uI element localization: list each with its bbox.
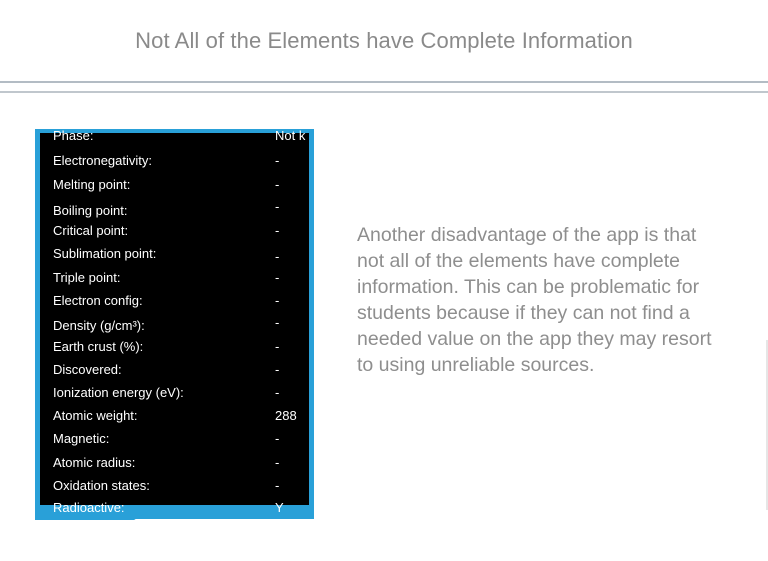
- property-label: Electron config:: [53, 293, 143, 308]
- property-row-boiling-point: [40, 199, 309, 221]
- property-label: Discovered:: [53, 362, 122, 377]
- property-label: Oxidation states:: [53, 478, 150, 493]
- property-value: -: [275, 362, 280, 377]
- property-label: Critical point:: [53, 223, 129, 238]
- property-row-ionization-energy: [40, 385, 309, 403]
- property-value: -: [275, 223, 280, 238]
- property-row-magnetic: [40, 431, 309, 449]
- property-row-critical-point: [40, 223, 309, 241]
- property-label: Phase:: [53, 128, 94, 143]
- title-divider-bottom: [0, 91, 768, 93]
- property-label: Sublimation point:: [53, 246, 157, 261]
- property-label: Electronegativity:: [53, 153, 152, 168]
- slide-body-text: Another disadvantage of the app is that not all of the elements have complete information. This can be problematic for students because if they can not find a needed value on the app they may resort to using unreliable sources.: [357, 224, 712, 376]
- property-row-earth-crust: [40, 339, 309, 357]
- property-value: -: [275, 385, 280, 400]
- property-label: Atomic radius:: [53, 455, 136, 470]
- property-value: -: [275, 315, 280, 330]
- title-divider-top: [0, 81, 768, 83]
- property-label: Melting point:: [53, 177, 131, 192]
- property-row-electron-config: [40, 293, 309, 311]
- property-value: -: [275, 177, 280, 192]
- property-row-atomic-weight: [40, 408, 309, 426]
- property-label: Atomic weight:: [53, 408, 138, 423]
- property-label: Boiling point:: [53, 203, 128, 218]
- slide-title: Not All of the Elements have Complete Information: [135, 28, 633, 53]
- property-value: -: [275, 153, 280, 168]
- property-value: -: [275, 249, 280, 264]
- property-row-sublimation-point: [40, 246, 309, 264]
- property-value: 288: [275, 408, 297, 423]
- property-row-triple-point: [40, 270, 309, 288]
- property-row-radioactive: [40, 500, 309, 518]
- property-value: Y: [275, 500, 284, 515]
- property-label: Triple point:: [53, 270, 121, 285]
- property-row-density: [40, 315, 309, 336]
- property-row-phase: [40, 128, 309, 146]
- property-label: Earth crust (%):: [53, 339, 144, 354]
- property-value: -: [275, 431, 280, 446]
- property-value: -: [275, 199, 280, 214]
- property-value: -: [275, 339, 280, 354]
- property-value: -: [275, 478, 280, 493]
- property-label: Ionization energy (eV):: [53, 385, 184, 400]
- property-label: Density (g/cm³):: [53, 318, 145, 333]
- property-row-discovered: [40, 362, 309, 380]
- property-value: -: [275, 270, 280, 285]
- property-value: Not k: [275, 128, 306, 143]
- property-label: Magnetic:: [53, 431, 110, 446]
- property-row-atomic-radius: [40, 455, 309, 473]
- property-value: -: [275, 455, 280, 470]
- property-row-electronegativity: [40, 153, 309, 171]
- property-value: -: [275, 293, 280, 308]
- property-row-melting-point: [40, 177, 309, 195]
- property-row-oxidation-states: [40, 478, 309, 496]
- property-label: Radioactive:: [53, 500, 125, 515]
- app-screenshot: [40, 128, 309, 515]
